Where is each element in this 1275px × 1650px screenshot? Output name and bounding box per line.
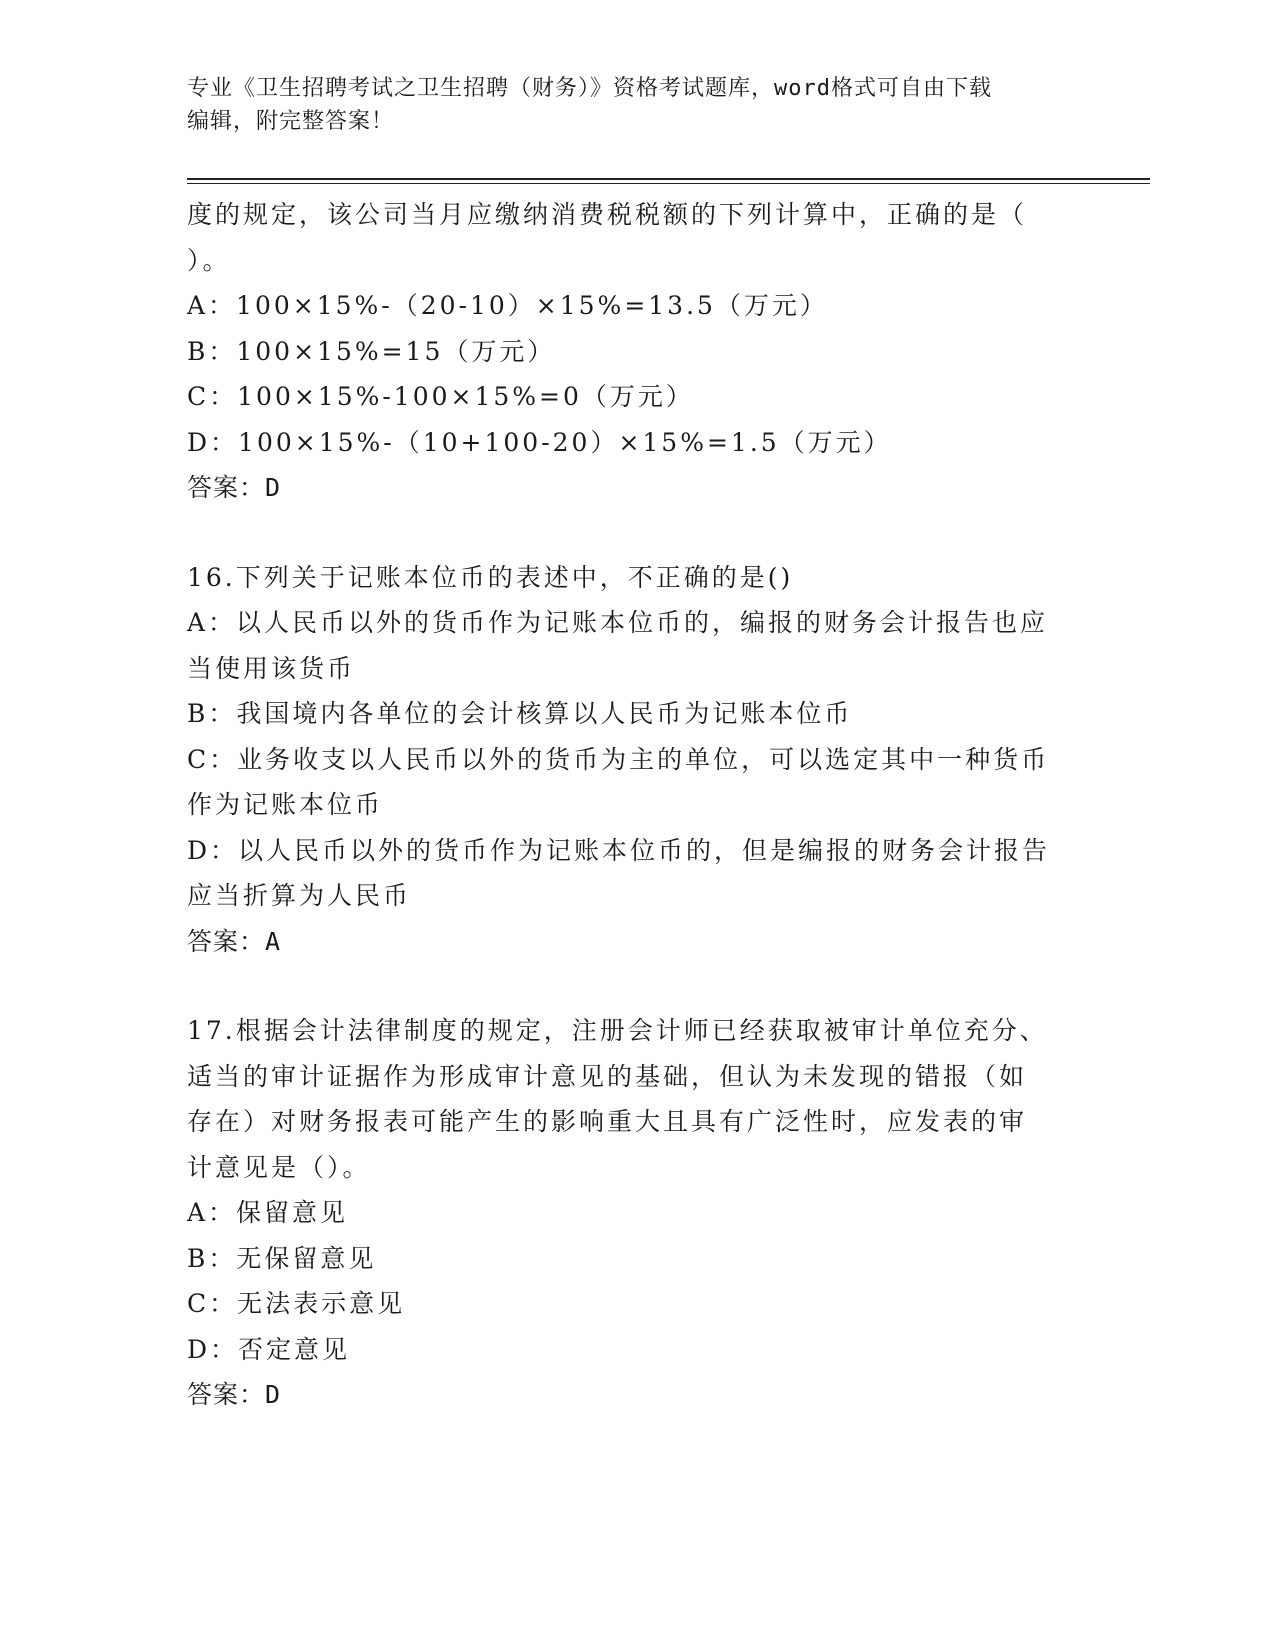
- option-c: C：业务收支以人民币以外的货币为主的单位，可以选定其中一种货币: [187, 744, 1050, 774]
- answer: 答案：A: [187, 926, 282, 956]
- option-d: D：100×15%-（10+100-20）×15%=1.5（万元）: [187, 427, 892, 457]
- header-rule-thick: [187, 178, 1150, 180]
- question-16: [187, 555, 1087, 965]
- question-stem-line: 16.下列关于记账本位币的表述中，不正确的是(): [187, 562, 794, 592]
- question-stem-line: 存在）对财务报表可能产生的影响重大且具有广泛性时，应发表的审: [187, 1107, 1028, 1136]
- answer: 答案：D: [187, 1380, 282, 1409]
- header-line-2: 编辑，附完整答案！: [187, 109, 395, 134]
- option-c: C：无法表示意见: [187, 1289, 406, 1318]
- question-stem-line: ）。: [187, 245, 231, 275]
- option-c: C：100×15%-100×15%=0（万元）: [187, 382, 694, 411]
- question-stem-line: 度的规定，该公司当月应缴纳消费税税额的下列计算中，正确的是（: [187, 200, 1028, 229]
- header-line-1: 专业《卫生招聘考试之卫生招聘（财务）》资格考试题库，word格式可自由下载: [187, 76, 992, 101]
- header-rule-thin: [187, 183, 1150, 184]
- document-header: [187, 72, 1087, 138]
- option-a: A：保留意见: [187, 1198, 349, 1227]
- option-d: D：否定意见: [187, 1334, 351, 1364]
- question-17: [187, 1008, 1087, 1418]
- question-stem-line: 17.根据会计法律制度的规定，注册会计师已经获取被审计单位充分、: [187, 1016, 1048, 1045]
- option-b: B：我国境内各单位的会计核算以人民币为记账本位币: [187, 699, 853, 728]
- option-b: B：100×15%=15（万元）: [187, 336, 556, 366]
- question-stem-line: 计意见是（）。: [187, 1152, 371, 1182]
- option-b: B：无保留意见: [187, 1243, 377, 1273]
- question-spacer: [187, 964, 1087, 1008]
- question-spacer: [187, 511, 1087, 555]
- question-stem-line: 适当的审计证据作为形成审计意见的基础，但认为未发现的错报（如: [187, 1061, 1028, 1091]
- option-c-cont: 作为记账本位币: [187, 790, 384, 819]
- option-a-cont: 当使用该货币: [187, 653, 356, 683]
- question-15: [187, 192, 1087, 511]
- question-content: [187, 192, 1087, 1418]
- answer: 答案：D: [187, 473, 282, 502]
- option-d: D：以人民币以外的货币作为记账本位币的，但是编报的财务会计报告: [187, 835, 1051, 865]
- option-d-cont: 应当折算为人民币: [187, 881, 412, 910]
- option-a: A：以人民币以外的货币作为记账本位币的，编报的财务会计报告也应: [187, 608, 1049, 637]
- option-a: A：100×15%-（20-10）×15%=13.5（万元）: [187, 291, 828, 320]
